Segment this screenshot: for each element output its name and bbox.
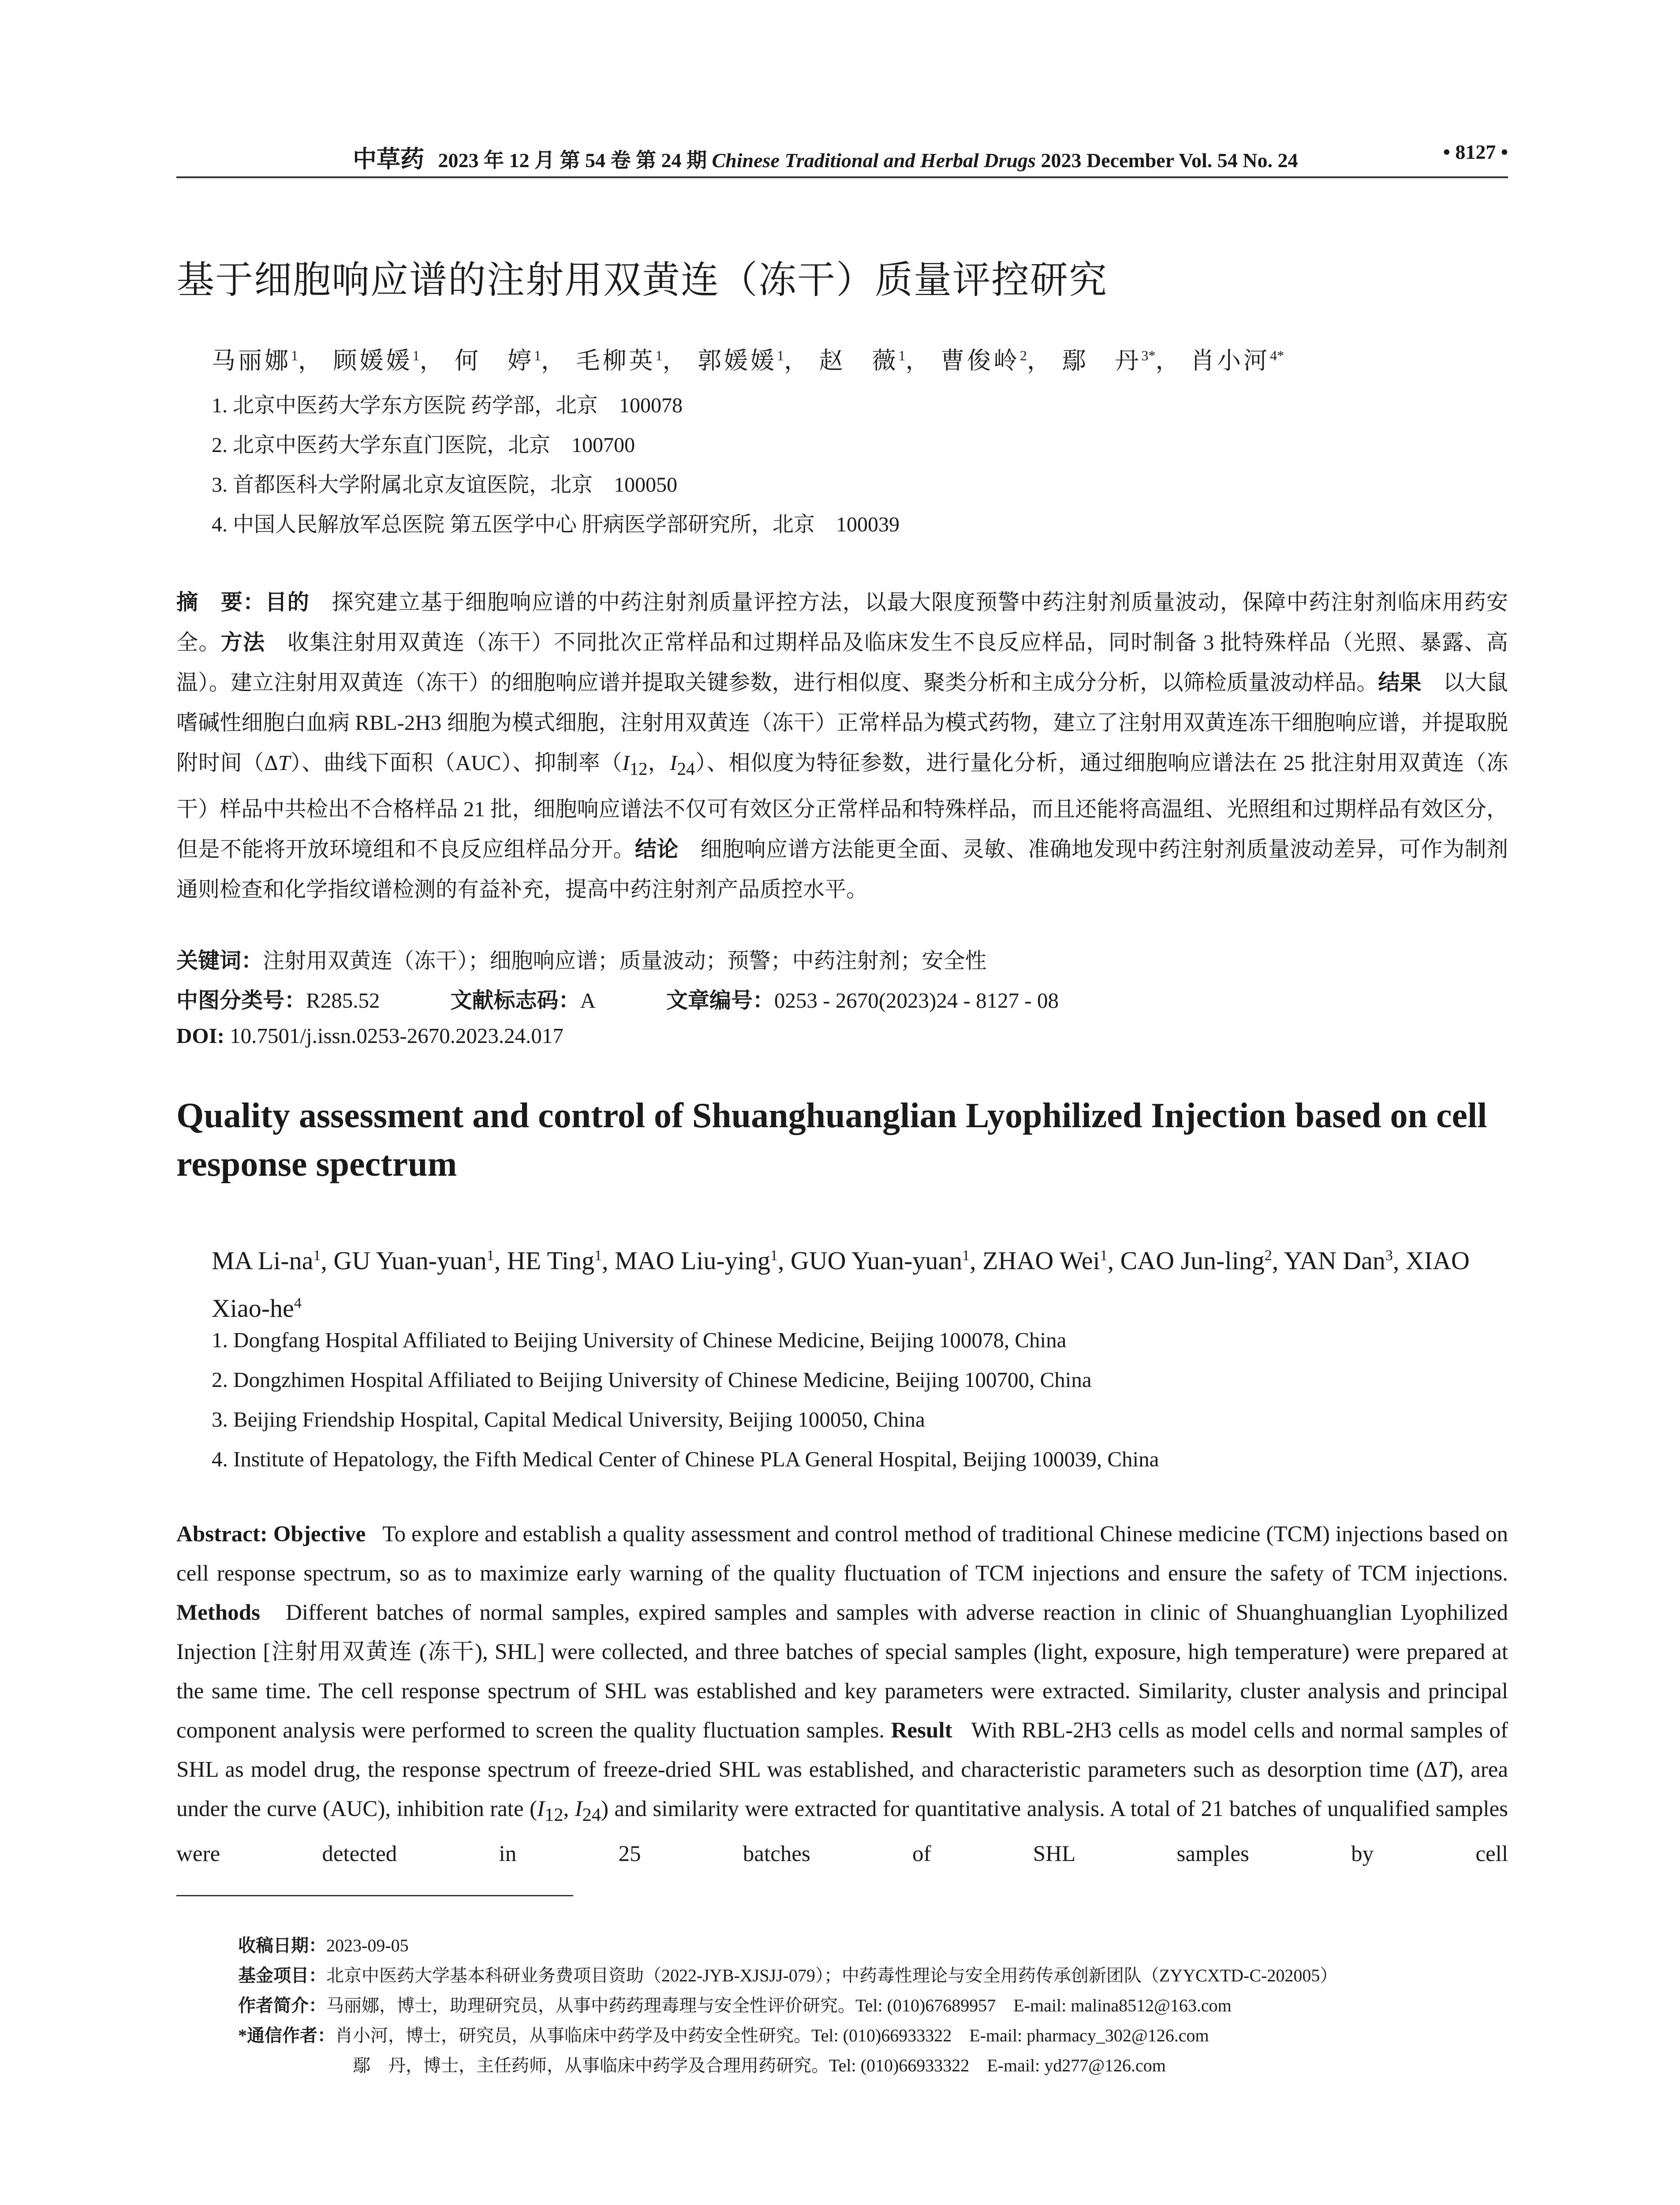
en-abstract-label: Abstract: xyxy=(176,1522,268,1547)
en-author: GU Yuan-yuan$^1$ xyxy=(333,1246,494,1275)
cn-affiliation: 2. 北京中医药大学东直门医院，北京 100700 xyxy=(212,434,635,457)
cn-author: 鄢 丹$^{3*}$ xyxy=(1062,348,1156,374)
cn-author: 毛柳英$^1$ xyxy=(576,348,663,374)
en-affiliation: 1. Dongfang Hospital Affiliated to Beijing University of Chinese Medicine, Beijing 100078, China xyxy=(212,1328,1067,1352)
cn-keywords xyxy=(176,944,987,975)
cn-author: 马丽娜$^1$ xyxy=(212,348,298,374)
cn-abstract xyxy=(176,582,1508,909)
journal-name-cn: 中草药 xyxy=(353,146,424,172)
cn-doi xyxy=(176,1023,564,1048)
clc-label: 中图分类号： xyxy=(176,988,306,1013)
cn-author: 曹俊岭$^2$ xyxy=(941,348,1027,374)
issue-cn: 2023 年 12 月 第 54 卷 第 24 期 xyxy=(438,149,707,172)
cn-abstract-label: 摘 要： xyxy=(176,590,265,614)
cn-methods-label: 方法 xyxy=(220,630,265,654)
footnote-fund: 基金项目：北京中医药大学基本科研业务费项目资助（2022-JYB-XJSJJ-079）；中药毒性理论与安全用药传承创新团队（ZYYCXTD-C-202005） xyxy=(238,1966,1338,1985)
cn-author: 郭媛媛$^1$ xyxy=(698,348,784,374)
cn-author: 赵 薇$^1$ xyxy=(819,348,906,374)
en-title: Quality assessment and control of Shuanghuanglian Lyophilized Injection based on cell response spectrum xyxy=(176,1096,1487,1184)
cn-author: 顾媛媛$^1$ xyxy=(333,348,420,374)
cn-conclusion: 细胞响应谱方法能更全面、灵敏、准确地发现中药注射剂质量波动差异，可作为制剂通则检查和化学指纹谱检测的有益补充，提高中药注射剂产品质控水平。 xyxy=(176,837,1508,901)
footnote-divider xyxy=(176,1895,573,1896)
cn-classification xyxy=(176,983,1059,1014)
page-number: • 8127 • xyxy=(1443,141,1508,163)
cn-conclusion-label: 结论 xyxy=(635,837,679,861)
en-result-label: Result xyxy=(891,1718,952,1743)
en-author: MA $Li-na^1$ xyxy=(212,1246,321,1275)
footnote-corresponding-2: 鄢 丹，博士，主任药师，从事临床中药学及合理用药研究。Tel: (010)66933322 E-mail: yd277@126.com xyxy=(353,2056,1166,2075)
keywords-value: 注射用双黄连（冻干）；细胞响应谱；质量波动；预警；中药注射剂；安全性 xyxy=(263,949,987,973)
en-author: MAO Liu-ying$^1$ xyxy=(615,1246,778,1275)
cn-objective: 探究建立基于细胞响应谱的中药注射剂质量评控方法，以最大限度预警中药注射剂质量波动，保障中药注射剂临床用药安全。 xyxy=(176,590,1508,654)
en-author: HE Ting$^1$ xyxy=(507,1246,602,1275)
cn-objective-label: 目的 xyxy=(265,590,310,614)
keywords-label: 关键词： xyxy=(176,949,263,973)
en-affiliation: 3. Beijing Friendship Hospital, Capital Medical University, Beijing 100050, China xyxy=(212,1407,925,1431)
cn-author-list: 马丽娜$^1$， 顾媛媛$^1$， 何 婷$^1$， 毛柳英$^1$， 郭媛媛$^1$， 赵 薇$^1$， 曹俊岭$^2$， 鄢 丹$^{3*}$， 肖小河$^{4*}$ xyxy=(212,348,1284,374)
en-author: XIAO Xiao-$he^4$ xyxy=(212,1246,1470,1323)
en-methods-label: Methods xyxy=(176,1600,260,1625)
doi-label: DOI: xyxy=(176,1024,224,1048)
cn-title: 基于细胞响应谱的注射用双黄连（冻干）质量评控研究 xyxy=(176,258,1108,302)
en-author: ZHAO Wei$^1$ xyxy=(982,1246,1108,1275)
header-divider xyxy=(176,176,1508,178)
journal-header xyxy=(353,140,1298,174)
article-no-value: 0253 - 2670(2023)24 - 8127 - 08 xyxy=(774,988,1059,1013)
doi-value: 10.7501/j.issn.0253-2670.2023.24.017 xyxy=(230,1024,564,1048)
footnote-received: 收稿日期：2023-09-05 xyxy=(238,1936,409,1955)
cn-affiliation: 3. 首都医科大学附属北京友谊医院，北京 100050 xyxy=(212,473,678,497)
doc-code-value: A xyxy=(580,988,596,1013)
en-result: With RBL-2H3 cells as model cells and normal samples of SHL as model drug, the response spectrum of freeze-dried SHL was established, and characteristic parameters such as desorption time (ΔT), area under the curve (AUC), inhibition rate ($I_{12}$, $I_{24}$) and similarity were extracted for quantitative analysis. A total of 21 batches of unqualified samples were detected in 25 batches of SHL samples by cell xyxy=(176,1718,1508,1867)
cn-affiliation: 1. 北京中医药大学东方医院 药学部，北京 100078 xyxy=(212,394,683,417)
journal-name-en: Chinese Traditional and Herbal Drugs xyxy=(712,149,1036,172)
cn-methods: 收集注射用双黄连（冻干）不同批次正常样品和过期样品及临床发生不良反应样品，同时制备 3 批特殊样品（光照、暴露、高温）。建立注射用双黄连（冻干）的细胞响应谱并提取关键参数，进行相似度、聚类分析和主成分分析，以筛检质量波动样品。 xyxy=(176,630,1508,695)
en-objective: To explore and establish a quality assessment and control method of traditional Chinese medicine (TCM) injections based on cell response spectrum, so as to maximize early warning of the quality fluctuation of TCM injections and ensure the safety of TCM injections. xyxy=(176,1522,1508,1586)
clc-value: R285.52 xyxy=(306,988,380,1013)
en-affiliation: 2. Dongzhimen Hospital Affiliated to Beijing University of Chinese Medicine, Beijing 100700, China xyxy=(212,1368,1092,1392)
en-objective-label: Objective xyxy=(273,1522,366,1547)
footnote-corresponding: *通信作者：肖小河，博士，研究员，从事临床中药学及中药安全性研究。Tel: (010)66933322 E-mail: pharmacy_302@126.com xyxy=(238,2026,1209,2045)
cn-affiliation: 4. 中国人民解放军总医院 第五医学中心 肝病医学部研究所，北京 100039 xyxy=(212,513,900,536)
article-no-label: 文章编号： xyxy=(666,988,774,1013)
issue-en: 2023 December Vol. 54 No. 24 xyxy=(1041,149,1298,172)
cn-results-label: 结果 xyxy=(1378,670,1422,695)
doc-code-label: 文献标志码： xyxy=(450,988,580,1013)
en-affiliation: 4. Institute of Hepatology, the Fifth Medical Center of Chinese PLA General Hospital, Beijing 100039, China xyxy=(212,1447,1159,1471)
footnote-author-bio: 作者简介：马丽娜，博士，助理研究员，从事中药药理毒理与安全性评价研究。Tel: (010)67689957 E-mail: malina8512@163.com xyxy=(238,1996,1232,2015)
en-methods: Different batches of normal samples, expired samples and samples with adverse reaction in clinic of Shuanghuanglian Lyophilized Injection [注射用双黄连 (冻干), SHL] were collected, and three batches of special samples (light, exposure, high temperature) were prepared at the same time. The cell response spectrum of SHL was established and key parameters were extracted. Similarity, cluster analysis and principal component analysis were performed to screen the quality fluctuation samples. xyxy=(176,1600,1508,1743)
en-author: CAO Jun-ling$^2$ xyxy=(1120,1246,1272,1275)
cn-author: 何 婷$^1$ xyxy=(455,348,541,374)
cn-author: 肖小河$^{4*}$ xyxy=(1191,348,1284,374)
en-abstract xyxy=(176,1515,1508,1874)
en-author-list: MA $Li-na^1$, GU Yuan-yuan$^1$, HE Ting$^1$, MAO Liu-ying$^1$, GUO Yuan-yuan$^1$, ZHAO Wei$^1$, CAO Jun-ling$^2$, YAN Dan$^3$, XIAO Xiao-$he^4$ xyxy=(212,1246,1470,1323)
cn-results: 以大鼠嗜碱性细胞白血病 RBL-2H3 细胞为模式细胞，注射用双黄连（冻干）正常样品为模式药物，建立了注射用双黄连冻干细胞响应谱，并提取脱附时间（ΔT）、曲线下面积（AUC）、抑制率（$I_{12}$，$I_{24}$）、相似度为特征参数，进行量化分析，通过细胞响应谱法在 25 批注射用双黄连（冻干）样品中共检出不合格样品 21 批，细胞响应谱法不仅可有效区分正常样品和特殊样品，而且还能将高温组、光照组和过期样品有效区分，但是不能将开放环境组和不良反应组样品分开。 xyxy=(176,670,1508,861)
running-header xyxy=(176,140,1508,180)
en-author: GUO Yuan-yuan$^1$ xyxy=(790,1246,970,1275)
en-author: YAN Dan$^3$ xyxy=(1284,1246,1393,1275)
